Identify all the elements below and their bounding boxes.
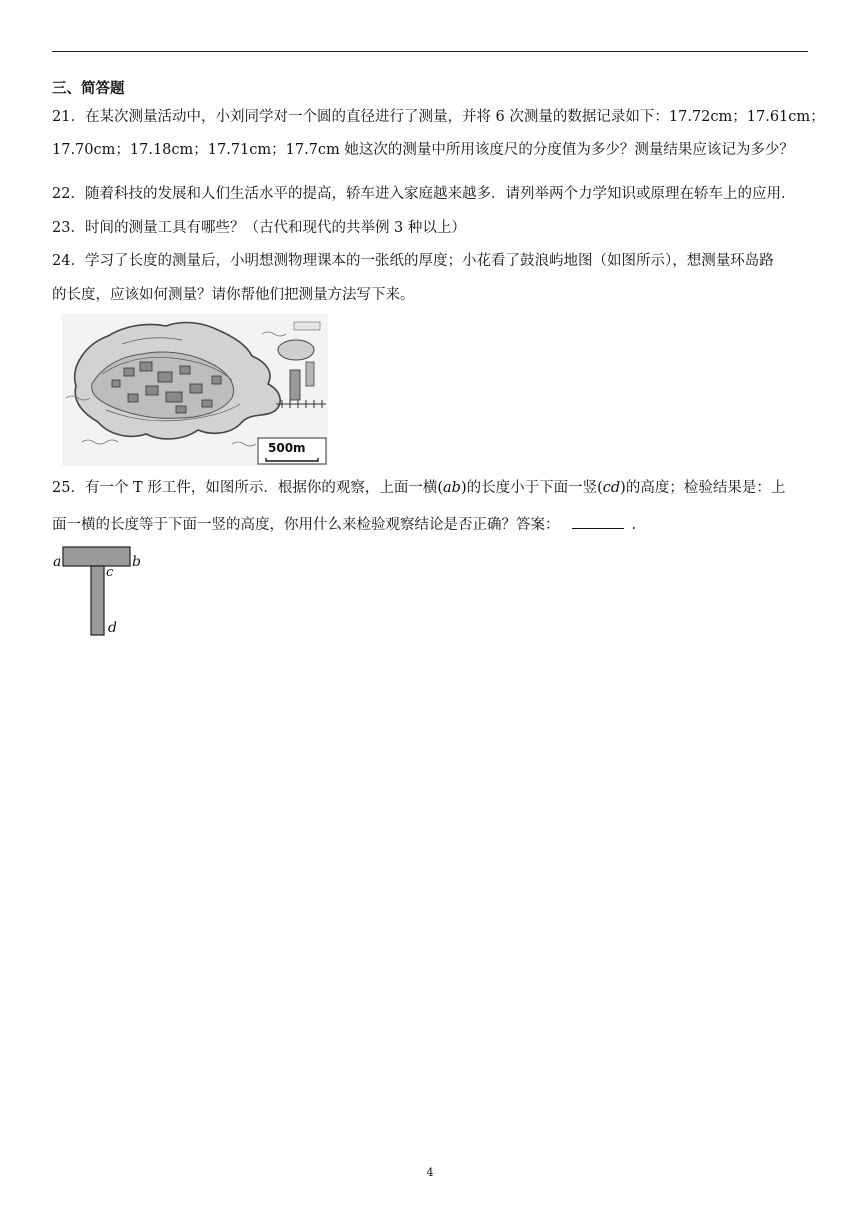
- question-25-cd-variable: cd: [602, 480, 621, 496]
- header-rule: [52, 51, 808, 52]
- question-24-line-1: 24．学习了长度的测量后，小明想测物理课本的一张纸的厚度；小花看了鼓浪屿地图（如图所示），想测量环岛路: [52, 253, 774, 269]
- gulangyu-map-figure: [62, 314, 328, 466]
- page-number: 4: [426, 1166, 434, 1179]
- question-23-line-1: 23．时间的测量工具有哪些？（古代和现代的共举例 3 种以上）: [52, 220, 466, 236]
- question-25-line-2: [52, 514, 646, 534]
- map-scale-label: 500m: [268, 441, 306, 455]
- t-shaped-workpiece-figure: [50, 544, 150, 640]
- question-25-line-1: [52, 480, 785, 497]
- label-a: a: [53, 554, 62, 570]
- question-21-line-1: 21．在某次测量活动中，小刘同学对一个圆的直径进行了测量，并将 6 次测量的数据记录如下：17.72cm；17.61cm；: [52, 109, 825, 125]
- question-25-text-a: 25．有一个 T 形工件，如图所示．根据你的观察，上面一横(: [52, 480, 443, 496]
- question-25-text-b: )的长度小于下面一竖(: [460, 480, 603, 496]
- label-b: b: [132, 554, 141, 570]
- answer-blank[interactable]: [572, 514, 624, 529]
- question-22-line-1: 22．随着科技的发展和人们生活水平的提高，轿车进入家庭越来越多．请列举两个力学知识或原理在轿车上的应用．: [52, 186, 796, 202]
- question-21-line-2: 17.70cm；17.18cm；17.71cm；17.7cm 她这次的测量中所用该度尺的分度值为多少？测量结果应该记为多少？: [52, 142, 794, 158]
- question-25-ab-variable: ab: [443, 480, 461, 496]
- section-title: 三、简答题: [52, 80, 125, 97]
- question-25-text-e: ．: [631, 517, 646, 533]
- question-24-line-2: 的长度，应该如何测量？请你帮他们把测量方法写下来。: [52, 287, 415, 303]
- label-d: d: [108, 620, 117, 636]
- question-25-text-d: 面一横的长度等于下面一竖的高度，你用什么来检验观察结论是否正确？答案：: [52, 517, 560, 533]
- label-c: c: [106, 565, 114, 580]
- question-25-text-c: )的高度；检验结果是：上: [620, 480, 786, 496]
